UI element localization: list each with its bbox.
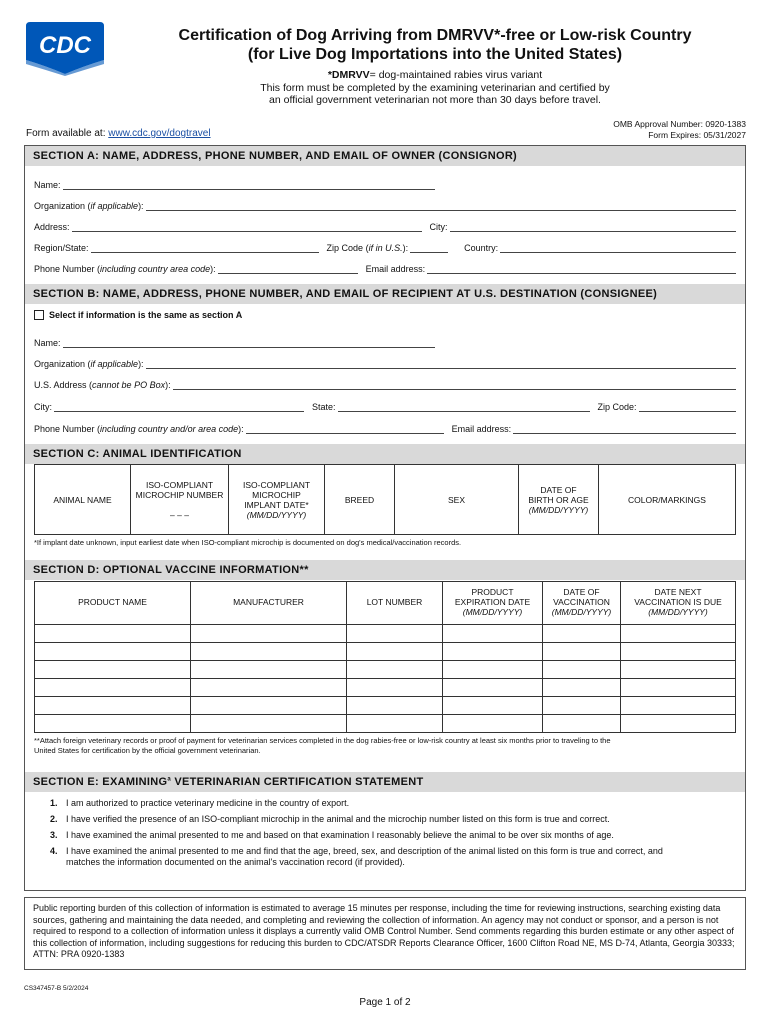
- form-available-label: Form available at:: [26, 128, 109, 139]
- recipient-city-label: City:: [34, 402, 52, 412]
- recipient-email-label: Email address:: [451, 424, 512, 434]
- vaccine-row[interactable]: [35, 660, 736, 678]
- vaccine-header-row: [35, 582, 736, 622]
- form-title: [120, 26, 750, 64]
- recipient-org-label: Organization (if applicable):: [34, 359, 144, 369]
- title-line-2: (for Live Dog Importations into the United States): [247, 46, 623, 63]
- instructions-line-2: an official government veterinarian not more than 30 days before travel.: [269, 94, 601, 106]
- recipient-state-field[interactable]: [338, 402, 590, 412]
- recipient-city-row: [34, 398, 736, 412]
- recipient-phone-label: Phone Number (including country and/or area code):: [34, 424, 244, 434]
- owner-zip-label: Zip Code (if in U.S.):: [326, 243, 409, 253]
- title-line-1: Certification of Dog Arriving from DMRVV*-free or Low-risk Country: [178, 27, 692, 44]
- instructions-line-1: This form must be completed by the examining veterinarian and certified by: [260, 81, 610, 94]
- recipient-name-row: [34, 334, 435, 348]
- cdc-logo: [24, 20, 106, 76]
- col-implant-date[interactable]: ISO-COMPLIANT MICROCHIP IMPLANT DATE* (MM/DD/YYYY): [229, 465, 325, 535]
- col-manufacturer: MANUFACTURER: [191, 582, 347, 622]
- owner-email-label: Email address:: [365, 264, 426, 274]
- page-number: Page 1 of 2: [359, 997, 411, 1008]
- burden-statement: Public reporting burden of this collection of information is estimated to average 15 minutes per response, including the time for reviewing instructions, searching existing data sources, gathering and maintaining the data needed, and completing and reviewing the collection of information. An agency may not conduct or sponsor, and a person is not required to respond to a collection of information unless it displays a currently valid OMB Control Number. Send comments regarding this burden estimate or any other aspect of this collection of information, including suggestions for reducing this burden to CDC/ATSDR Reports Clearance Officer, 1600 Clifton Road NE, MS D-74, Atlanta, Georgia 30333; ATTN: PRA 0920-1383: [24, 897, 746, 970]
- recipient-name-label: Name:: [34, 338, 61, 348]
- omb-number: OMB Approval Number: 0920-1383: [613, 119, 746, 129]
- omb-expires: Form Expires: 05/31/2027: [648, 130, 746, 140]
- recipient-zip-label: Zip Code:: [597, 402, 637, 412]
- section-d-footnote: **Attach foreign veterinary records or proof of payment for veterinarian services completed in the dog rabies-free or low-risk country at least six months prior to traveling to the United States for certification by the official government veterinarian.: [34, 736, 611, 755]
- section-c-header: SECTION C: ANIMAL IDENTIFICATION: [25, 444, 745, 464]
- cert-item: 2. I have verified the presence of an ISO-compliant microchip in the animal and the microchip number listed on this form is true and correct.: [50, 814, 610, 824]
- form-url-link[interactable]: www.cdc.gov/dogtravel: [108, 128, 211, 139]
- cert-item: 1. I am authorized to practice veterinary medicine in the country of export.: [50, 798, 350, 808]
- recipient-state-label: State:: [312, 402, 336, 412]
- section-d-header: SECTION D: OPTIONAL VACCINE INFORMATION**: [25, 560, 745, 580]
- recipient-email-field[interactable]: [513, 424, 736, 434]
- owner-country-field[interactable]: [500, 243, 736, 253]
- section-c-footnote: *If implant date unknown, input earliest date when ISO-compliant microchip is documented on dog's medical/vaccination records.: [34, 538, 462, 547]
- owner-name-label: Name:: [34, 180, 61, 190]
- col-dob[interactable]: DATE OF BIRTH OR AGE (MM/DD/YYYY): [519, 465, 599, 535]
- owner-org-row: [34, 197, 736, 211]
- vaccine-table: [34, 581, 736, 733]
- omb-info: [613, 119, 746, 141]
- form-subtitle: [120, 69, 750, 107]
- logo-text: CDC: [39, 32, 91, 59]
- owner-address-field[interactable]: [72, 222, 422, 232]
- col-microchip-number[interactable]: ISO-COMPLIANT MICROCHIP NUMBER – – –: [131, 465, 229, 535]
- owner-address-row: [34, 218, 736, 232]
- recipient-phone-row: [34, 420, 736, 434]
- owner-city-field[interactable]: [450, 222, 736, 232]
- section-a-header: SECTION A: NAME, ADDRESS, PHONE NUMBER, AND EMAIL OF OWNER (CONSIGNOR): [25, 146, 745, 166]
- cert-item: 3. I have examined the animal presented to me and based on that examination I reasonably believe the animal to be over six months of age.: [50, 830, 614, 840]
- same-as-a-checkbox[interactable]: [34, 310, 44, 320]
- section-b-header: SECTION B: NAME, ADDRESS, PHONE NUMBER, AND EMAIL OF RECIPIENT AT U.S. DESTINATION (CONSIGNEE): [25, 284, 745, 304]
- col-animal-name[interactable]: ANIMAL NAME: [35, 465, 131, 535]
- owner-address-label: Address:: [34, 222, 70, 232]
- vaccine-row[interactable]: [35, 624, 736, 642]
- vaccine-row[interactable]: [35, 678, 736, 696]
- recipient-zip-field[interactable]: [639, 402, 736, 412]
- owner-email-field[interactable]: [427, 264, 736, 274]
- animal-id-row: [35, 465, 736, 535]
- owner-city-label: City:: [429, 222, 448, 232]
- owner-region-field[interactable]: [91, 243, 319, 253]
- owner-org-label: Organization (if applicable):: [34, 201, 144, 211]
- section-e-header: SECTION E: EXAMINING$^a$ VETERINARIAN CERTIFICATION STATEMENT: [25, 772, 745, 792]
- owner-name-field[interactable]: [63, 180, 435, 190]
- recipient-phone-field[interactable]: [246, 424, 444, 434]
- col-product-name: PRODUCT NAME: [35, 582, 191, 622]
- col-vaccination-date: DATE OF VACCINATION (MM/DD/YYYY): [543, 582, 621, 622]
- owner-phone-field[interactable]: [218, 264, 358, 274]
- vaccine-row[interactable]: [35, 696, 736, 714]
- dmrvv-definition: = dog-maintained rabies virus variant: [369, 69, 543, 81]
- microchip-dashes: – – –: [170, 509, 189, 520]
- col-color-markings[interactable]: COLOR/MARKINGS: [599, 465, 736, 535]
- recipient-address-row: [34, 376, 736, 390]
- recipient-name-field[interactable]: [63, 338, 435, 348]
- owner-region-label: Region/State:: [34, 243, 89, 253]
- recipient-address-label: U.S. Address (cannot be PO Box):: [34, 380, 171, 390]
- owner-zip-field[interactable]: [410, 243, 448, 253]
- dmrvv-label: *DMRVV: [327, 69, 370, 81]
- certification-statements: [50, 798, 690, 873]
- col-expiration-date: PRODUCT EXPIRATION DATE (MM/DD/YYYY): [443, 582, 543, 622]
- owner-name-row: [34, 176, 435, 190]
- vaccine-row[interactable]: [35, 714, 736, 732]
- same-as-a-row: [34, 306, 736, 320]
- recipient-org-field[interactable]: [146, 359, 736, 369]
- animal-id-table: [34, 464, 736, 535]
- cert-item: 4. I have examined the animal presented to me and find that the age, breed, sex, and description of the animal listed on this form is true and correct, and matches the information documented on the animal's vaccination record (if provided).: [50, 846, 663, 867]
- owner-phone-label: Phone Number (including country area code):: [34, 264, 216, 274]
- col-breed[interactable]: BREED: [325, 465, 395, 535]
- vaccine-row[interactable]: [35, 642, 736, 660]
- form-available: [26, 128, 211, 139]
- recipient-org-row: [34, 355, 736, 369]
- recipient-address-field[interactable]: [173, 380, 736, 390]
- owner-org-field[interactable]: [146, 201, 736, 211]
- col-next-vaccination: DATE NEXT VACCINATION IS DUE (MM/DD/YYYY): [621, 582, 736, 622]
- col-lot-number: LOT NUMBER: [347, 582, 443, 622]
- same-as-a-label: Select if information is the same as section A: [49, 310, 243, 320]
- owner-phone-row: [34, 260, 736, 274]
- owner-country-label: Country:: [464, 243, 499, 253]
- document-id: CS347457-B 5/2/2024: [24, 985, 89, 992]
- col-sex[interactable]: SEX: [395, 465, 519, 535]
- recipient-city-field[interactable]: [54, 402, 304, 412]
- owner-region-row: [34, 239, 736, 253]
